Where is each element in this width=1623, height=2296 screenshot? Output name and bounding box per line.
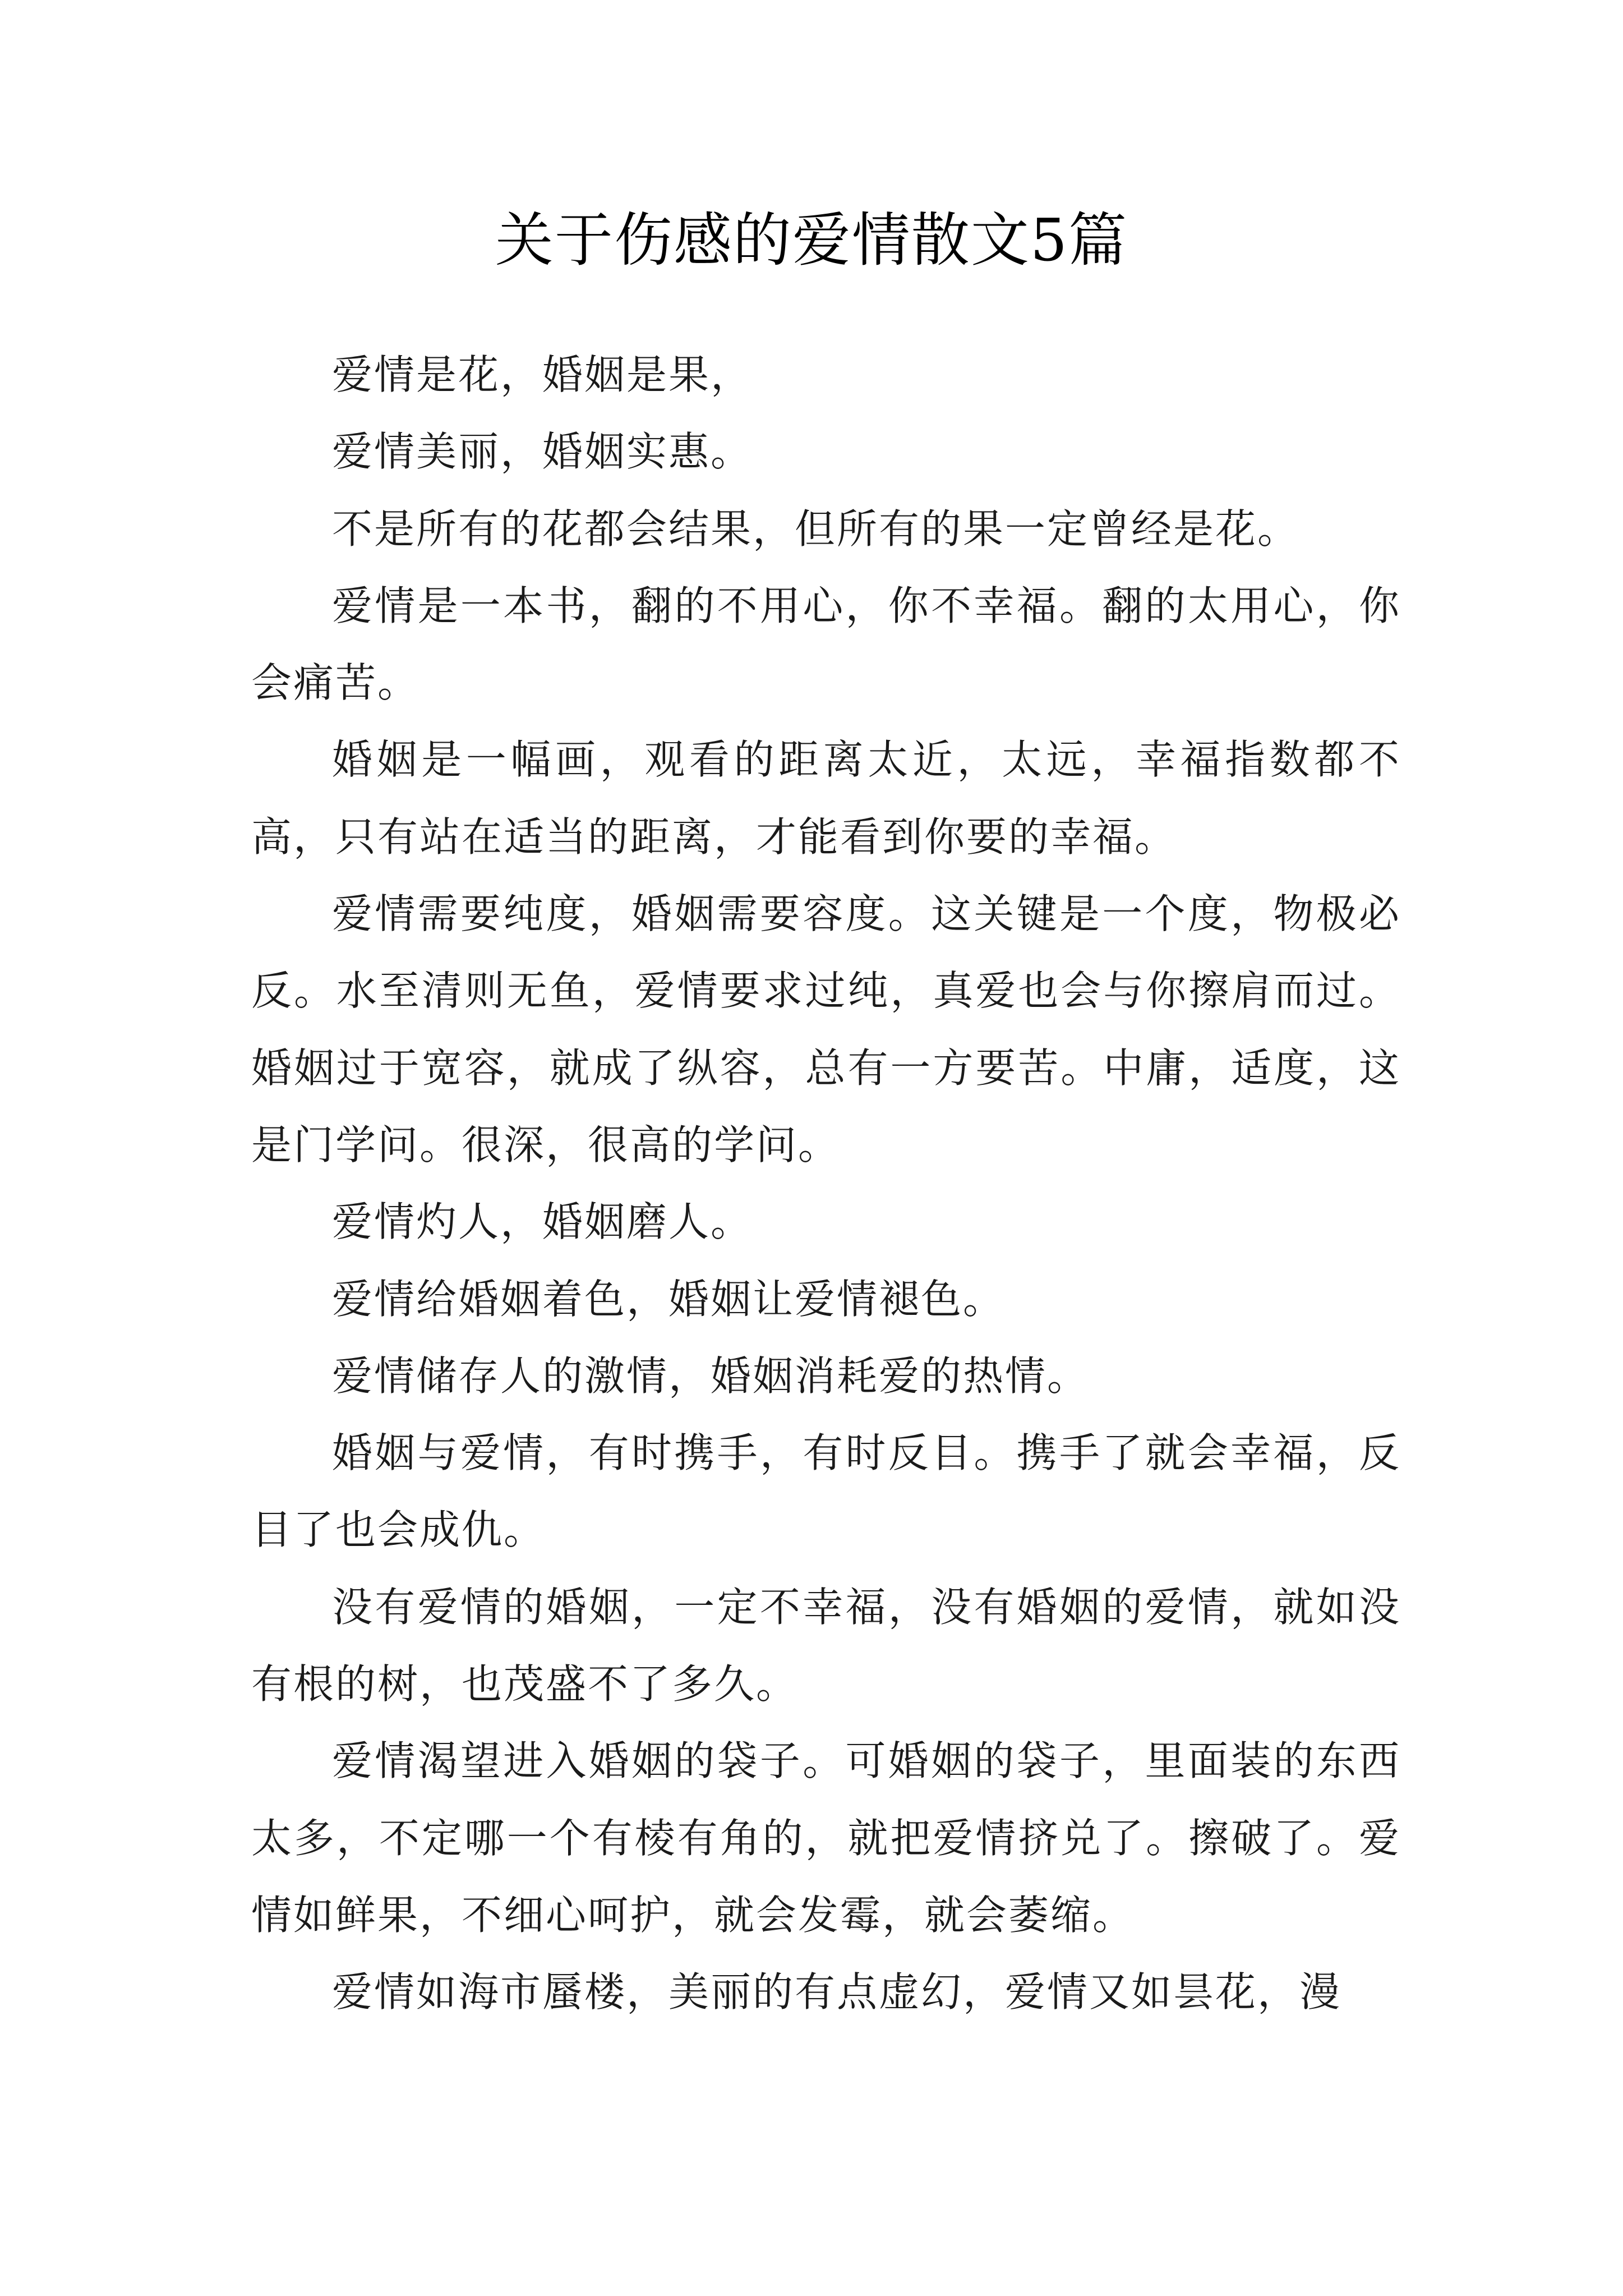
paragraph: 婚姻是一幅画，观看的距离太近，太远，幸福指数都不高，只有站在适当的距离，才能看到你要的幸福。 bbox=[251, 736, 1401, 861]
paragraph: 爱情给婚姻着色，婚姻让爱情褪色。 bbox=[332, 1275, 1006, 1323]
paragraph: 没有爱情的婚姻，一定不幸福，没有婚姻的爱情，就如没有根的树，也茂盛不了多久。 bbox=[251, 1583, 1401, 1708]
paragraph: 爱情是花，婚姻是果， bbox=[332, 351, 753, 398]
document-title: 关于伤感的爱情散文5篇 bbox=[495, 206, 1128, 274]
paragraph: 不是所有的花都会结果，但所有的果一定曾经是花。 bbox=[332, 505, 1300, 553]
document-body bbox=[251, 337, 1401, 2031]
paragraph: 爱情储存人的激情，婚姻消耗爱的热情。 bbox=[332, 1352, 1090, 1400]
paragraph: 婚姻与爱情，有时携手，有时反目。携手了就会幸福，反目了也会成仇。 bbox=[251, 1429, 1401, 1554]
paragraph: 爱情渴望进入婚姻的袋子。可婚姻的袋子，里面装的东西太多，不定哪一个有棱有角的，就把爱情挤兑了。擦破了。爱情如鲜果，不细心呵护，就会发霉，就会萎缩。 bbox=[251, 1737, 1401, 1939]
paragraph: 爱情是一本书，翻的不用心，你不幸福。翻的太用心，你会痛苦。 bbox=[251, 582, 1401, 707]
paragraph: 爱情灼人，婚姻磨人。 bbox=[332, 1198, 753, 1246]
paragraph: 爱情美丽，婚姻实惠。 bbox=[332, 428, 753, 476]
paragraph: 爱情需要纯度，婚姻需要容度。这关键是一个度，物极必反。水至清则无鱼，爱情要求过纯，真爱也会与你擦肩而过。婚姻过于宽容，就成了纵容，总有一方要苦。中庸，适度，这是门学问。很深，很高的学问。 bbox=[251, 890, 1401, 1168]
paragraph: 爱情如海市蜃楼，美丽的有点虚幻，爱情又如昙花，漫 bbox=[332, 1968, 1342, 2016]
